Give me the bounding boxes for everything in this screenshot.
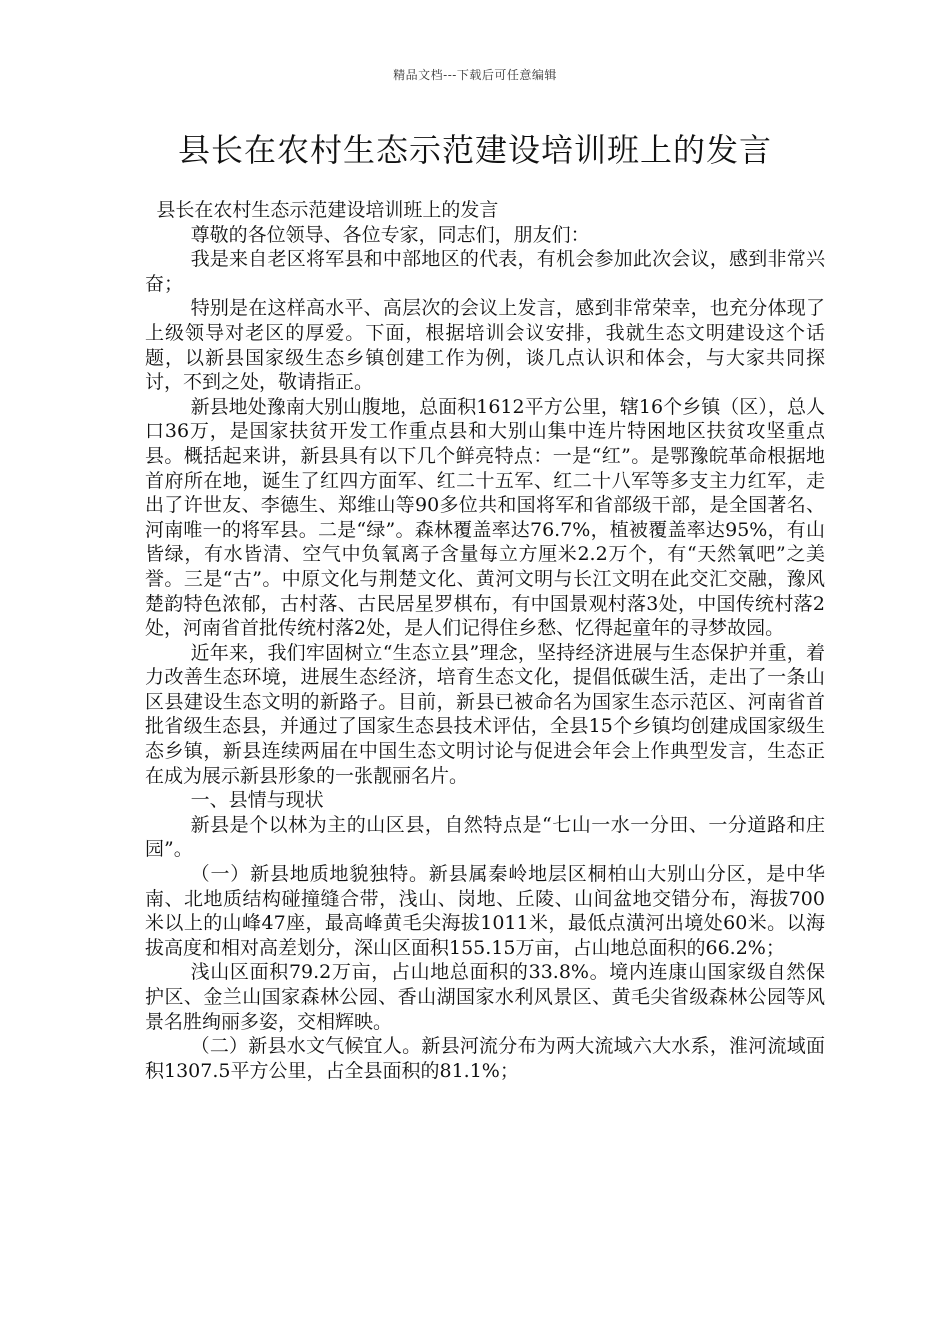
paragraph: 近年来，我们牢固树立“生态立县”理念，坚持经济进展与生态保护并重，着力改善生态环境，进展生态经济，培育生态文化，提倡低碳生活，走出了一条山区县建设生态文明的新路子。目前，新县已被命名为国家生态示范区、河南省首批省级生态县，并通过了国家生态县技术评估，全县15个乡镇均创建成国家级生态乡镇，新县连续两届在中国生态文明讨论与促进会年会上作典型发言，生态正在成为展示新县形象的一张靓丽名片。	[145, 641, 825, 787]
paragraph: 新县地处豫南大别山腹地，总面积1612平方公里，辖16个乡镇（区），总人口36万，是国家扶贫开发工作重点县和大别山集中连片特困地区扶贫攻坚重点县。概括起来讲，新县具有以下几个鲜亮特点：一是“红”。是鄂豫皖革命根据地首府所在地，诞生了红四方面军、红二十五军、红二十八军等多支主力红军，走出了许世友、李德生、郑维山等90多位共和国将军和省部级干部，是全国著名、河南唯一的将军县。二是“绿”。森林覆盖率达76.7%，植被覆盖率达95%，有山皆绿，有水皆清、空气中负氧离子含量每立方厘米2.2万个，有“天然氧吧”之美誉。三是“古”。中原文化与荆楚文化、黄河文明与长江文明在此交汇交融，豫风楚韵特色浓郁，古村落、古民居星罗棋布，有中国景观村落3处，中国传统村落2处，河南省首批传统村落2处，是人们记得住乡愁、忆得起童年的寻梦故园。	[145, 395, 825, 640]
paragraph: 浅山区面积79.2万亩，占山地总面积的33.8%。境内连康山国家级自然保护区、金兰山国家森林公园、香山湖国家水利风景区、黄毛尖省级森林公园等风景名胜绚丽多姿，交相辉映。	[145, 961, 825, 1033]
paragraph: 新县是个以林为主的山区县，自然特点是“七山一水一分田、一分道路和庄园”。	[145, 813, 825, 861]
document-title: 县长在农村生态示范建设培训班上的发言	[177, 131, 772, 169]
paragraph-subtitle: 县长在农村生态示范建设培训班上的发言	[156, 199, 499, 221]
paragraph: 特别是在这样高水平、高层次的会议上发言，感到非常荣幸，也充分体现了上级领导对老区的厚爱。下面，根据培训会议安排，我就生态文明建设这个话题，以新县国家级生态乡镇创建工作为例，谈几点认识和体会，与大家共同探讨，不到之处，敬请指正。	[145, 297, 825, 394]
paragraph-salutation: 尊敬的各位领导、各位专家，同志们，朋友们：	[190, 223, 590, 246]
section-heading: 一、县情与现状	[190, 789, 324, 812]
paragraph: （二）新县水文气候宜人。新县河流分布为两大流域六大水系，淮河流域面积1307.5平方公里，占全县面积的81.1%；	[145, 1035, 825, 1082]
paragraph: 我是来自老区将军县和中部地区的代表，有机会参加此次会议，感到非常兴奋；	[145, 248, 825, 295]
document-body	[145, 198, 825, 1083]
paragraph: （一）新县地质地貌独特。新县属秦岭地层区桐柏山大别山分区，是中华南、北地质结构碰撞缝合带，浅山、岗地、丘陵、山间盆地交错分布，海拔700米以上的山峰47座，最高峰黄毛尖海拔1011米，最低点潢河出境处60米。以海拔高度和相对高差划分，深山区面积155.15万亩，占山地总面积的66.2%；	[145, 863, 825, 959]
header-note: 精品文档---下载后可任意编辑	[393, 68, 557, 82]
